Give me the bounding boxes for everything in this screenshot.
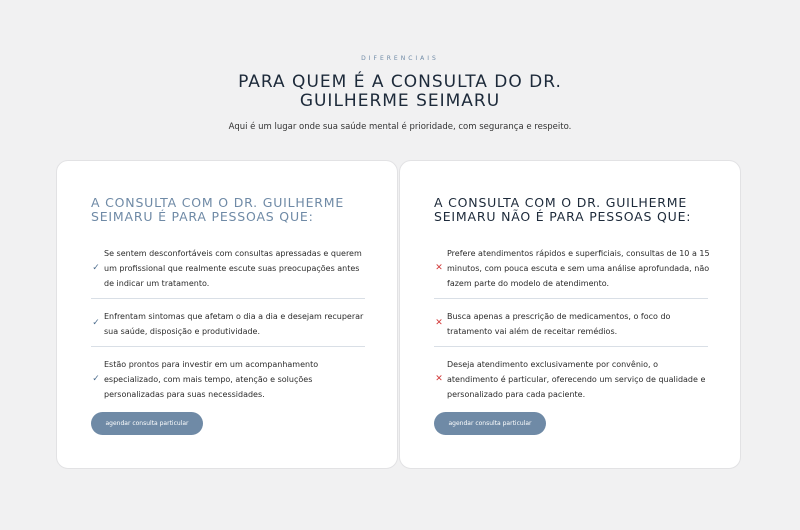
divider bbox=[434, 346, 708, 347]
card-title-line-1: A CONSULTA COM O DR. GUILHERME bbox=[434, 195, 688, 210]
check-icon: ✓ bbox=[92, 318, 100, 328]
list-item-line: tratamento vai além de receitar remédios. bbox=[447, 327, 618, 336]
list-item-line: Se sentem desconfortáveis com consultas apressadas e querem bbox=[104, 249, 362, 258]
list-item-text bbox=[104, 309, 366, 339]
card-title-line-2: SEIMARU É PARA PESSOAS QUE: bbox=[91, 209, 314, 224]
schedule-consultation-button[interactable]: agendar consulta particular bbox=[91, 412, 203, 435]
list-item-text bbox=[447, 246, 709, 291]
list-item-line: Estão prontos para investir em um acompanhamento bbox=[104, 360, 319, 369]
card-title bbox=[91, 196, 371, 224]
card-title bbox=[434, 196, 714, 224]
card-not-for-whom bbox=[399, 160, 741, 469]
list-item-text bbox=[104, 246, 366, 291]
list-item-line: de indicar um tratamento. bbox=[104, 279, 210, 288]
list-item-line: sua saúde, disposição e produtividade. bbox=[104, 327, 261, 336]
list-item-line: um profissional que realmente escute suas preocupações antes bbox=[104, 264, 360, 273]
list-item-line: personalizadas para suas necessidades. bbox=[104, 390, 265, 399]
check-icon: ✓ bbox=[92, 374, 100, 384]
card-title-line-1: A CONSULTA COM O DR. GUILHERME bbox=[91, 195, 345, 210]
list-item-line: especializado, com mais tempo, atenção e soluções bbox=[104, 375, 313, 384]
section-subtitle: Aqui é um lugar onde sua saúde mental é prioridade, com segurança e respeito. bbox=[228, 122, 572, 132]
list-item-line: minutos, com pouca escuta e sem uma análise aprofundada, não bbox=[447, 264, 710, 273]
check-icon: ✓ bbox=[92, 263, 100, 273]
cross-icon: ✕ bbox=[435, 374, 443, 384]
list-item-line: Deseja atendimento exclusivamente por convênio, o bbox=[447, 360, 659, 369]
cross-icon: ✕ bbox=[435, 263, 443, 273]
list-item-text bbox=[104, 357, 366, 402]
list-item-line: Busca apenas a prescrição de medicamentos, o foco do bbox=[447, 312, 671, 321]
list-item-line: Enfrentam sintomas que afetam o dia a dia e desejam recuperar bbox=[104, 312, 364, 321]
section-title bbox=[0, 73, 800, 111]
list-item-text bbox=[447, 309, 709, 339]
section-eyebrow: DIFERENCIAIS bbox=[361, 55, 439, 62]
list-item-line: atendimento é particular, oferecendo um serviço de qualidade e bbox=[447, 375, 706, 384]
divider bbox=[434, 298, 708, 299]
card-title-line-2: SEIMARU NÃO É PARA PESSOAS QUE: bbox=[434, 209, 692, 224]
divider bbox=[91, 346, 365, 347]
list-item-line: Prefere atendimentos rápidos e superficiais, consultas de 10 a 15 bbox=[447, 249, 710, 258]
list-item-line: personalizado para cada paciente. bbox=[447, 390, 586, 399]
list-item-text bbox=[447, 357, 709, 402]
cross-icon: ✕ bbox=[435, 318, 443, 328]
schedule-consultation-button[interactable]: agendar consulta particular bbox=[434, 412, 546, 435]
section-title-line-1: PARA QUEM É A CONSULTA DO DR. bbox=[238, 72, 562, 92]
divider bbox=[91, 298, 365, 299]
card-for-whom bbox=[56, 160, 398, 469]
section-title-line-2: GUILHERME SEIMARU bbox=[299, 91, 501, 111]
list-item-line: fazem parte do modelo de atendimento. bbox=[447, 279, 610, 288]
